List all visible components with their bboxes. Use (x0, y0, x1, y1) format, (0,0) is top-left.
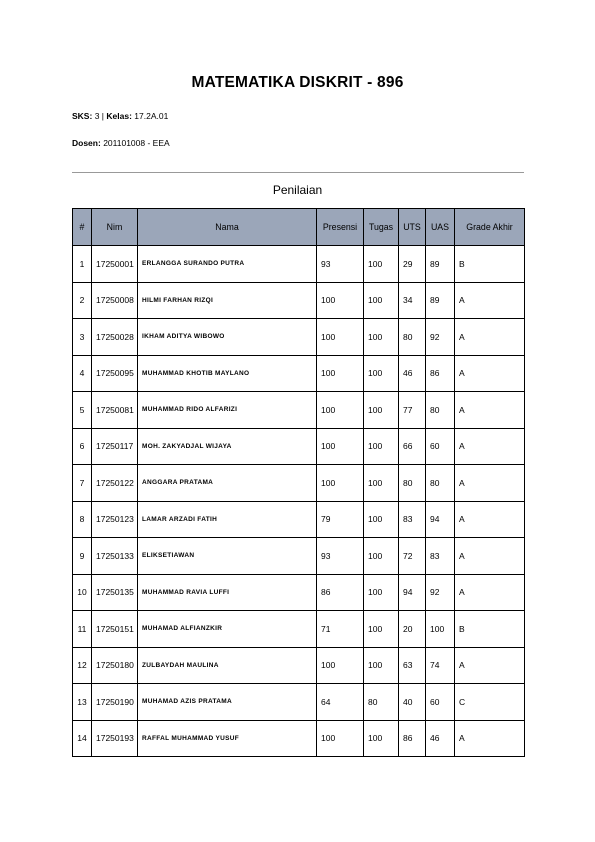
row-number: 9 (73, 538, 92, 575)
uts-score: 63 (399, 647, 426, 684)
presensi-score: 79 (317, 501, 364, 538)
column-header: Presensi (317, 209, 364, 246)
student-nim: 17250095 (92, 355, 138, 392)
tugas-score: 100 (364, 501, 399, 538)
tugas-score: 100 (364, 319, 399, 356)
row-number: 10 (73, 574, 92, 611)
presensi-score: 64 (317, 684, 364, 721)
student-name: LAMAR ARZADI FATIH (138, 501, 317, 538)
final-grade: A (455, 574, 525, 611)
table-row (73, 684, 525, 721)
table-row (73, 501, 525, 538)
row-number: 4 (73, 355, 92, 392)
presensi-score: 100 (317, 647, 364, 684)
student-nim: 17250028 (92, 319, 138, 356)
student-name: MOH. ZAKYADJAL WIJAYA (138, 428, 317, 465)
student-name: MUHAMMAD RAVIA LUFFI (138, 574, 317, 611)
course-info-line (72, 111, 168, 121)
lecturer-info-line (72, 138, 170, 148)
row-number: 12 (73, 647, 92, 684)
uas-score: 89 (426, 282, 455, 319)
table-header-row (73, 209, 525, 246)
column-header: Nama (138, 209, 317, 246)
uts-score: 40 (399, 684, 426, 721)
uas-score: 74 (426, 647, 455, 684)
tugas-score: 100 (364, 465, 399, 502)
presensi-score: 86 (317, 574, 364, 611)
student-nim: 17250008 (92, 282, 138, 319)
table-row (73, 392, 525, 429)
final-grade: B (455, 246, 525, 283)
table-row (73, 611, 525, 648)
uas-score: 86 (426, 355, 455, 392)
student-name: ZULBAYDAH MAULINA (138, 647, 317, 684)
uts-score: 80 (399, 465, 426, 502)
final-grade: A (455, 319, 525, 356)
student-nim: 17250081 (92, 392, 138, 429)
uts-score: 80 (399, 319, 426, 356)
final-grade: C (455, 684, 525, 721)
row-number: 5 (73, 392, 92, 429)
table-row (73, 428, 525, 465)
tugas-score: 100 (364, 647, 399, 684)
uas-score: 94 (426, 501, 455, 538)
student-nim: 17250122 (92, 465, 138, 502)
presensi-score: 100 (317, 282, 364, 319)
student-nim: 17250151 (92, 611, 138, 648)
uts-score: 72 (399, 538, 426, 575)
uas-score: 92 (426, 319, 455, 356)
uas-score: 100 (426, 611, 455, 648)
uas-score: 46 (426, 720, 455, 757)
uts-score: 34 (399, 282, 426, 319)
student-name: ELIKSETIAWAN (138, 538, 317, 575)
student-name: RAFFAL MUHAMMAD YUSUF (138, 720, 317, 757)
uts-score: 20 (399, 611, 426, 648)
student-nim: 17250001 (92, 246, 138, 283)
row-number: 11 (73, 611, 92, 648)
student-nim: 17250193 (92, 720, 138, 757)
final-grade: A (455, 465, 525, 502)
table-row (73, 282, 525, 319)
final-grade: B (455, 611, 525, 648)
row-number: 6 (73, 428, 92, 465)
table-body (73, 246, 525, 757)
table-row (73, 647, 525, 684)
separator: | (101, 111, 105, 121)
tugas-score: 100 (364, 355, 399, 392)
presensi-score: 100 (317, 319, 364, 356)
final-grade: A (455, 428, 525, 465)
uas-score: 80 (426, 392, 455, 429)
tugas-score: 100 (364, 538, 399, 575)
column-header: UTS (399, 209, 426, 246)
uts-score: 86 (399, 720, 426, 757)
presensi-score: 100 (317, 428, 364, 465)
uts-score: 83 (399, 501, 426, 538)
student-nim: 17250123 (92, 501, 138, 538)
final-grade: A (455, 538, 525, 575)
table-row (73, 355, 525, 392)
student-name: ERLANGGA SURANDO PUTRA (138, 246, 317, 283)
uas-score: 60 (426, 684, 455, 721)
dosen-label: Dosen: (72, 138, 101, 148)
row-number: 1 (73, 246, 92, 283)
presensi-score: 100 (317, 720, 364, 757)
final-grade: A (455, 647, 525, 684)
uas-score: 60 (426, 428, 455, 465)
kelas-label: Kelas: (106, 111, 132, 121)
presensi-score: 71 (317, 611, 364, 648)
presensi-score: 93 (317, 538, 364, 575)
uas-score: 89 (426, 246, 455, 283)
row-number: 2 (73, 282, 92, 319)
final-grade: A (455, 355, 525, 392)
divider (72, 172, 524, 173)
student-nim: 17250190 (92, 684, 138, 721)
column-header: Tugas (364, 209, 399, 246)
student-nim: 17250135 (92, 574, 138, 611)
presensi-score: 100 (317, 355, 364, 392)
student-name: MUHAMAD AZIS PRATAMA (138, 684, 317, 721)
uts-score: 94 (399, 574, 426, 611)
section-title: Penilaian (272, 183, 323, 197)
row-number: 3 (73, 319, 92, 356)
tugas-score: 100 (364, 282, 399, 319)
student-name: MUHAMMAD RIDO ALFARIZI (138, 392, 317, 429)
grades-table (72, 208, 525, 757)
final-grade: A (455, 282, 525, 319)
uts-score: 46 (399, 355, 426, 392)
uts-score: 77 (399, 392, 426, 429)
sks-label: SKS: (72, 111, 93, 121)
sks-value: 3 (94, 111, 100, 121)
tugas-score: 100 (364, 574, 399, 611)
student-name: MUHAMAD ALFIANZKIR (138, 611, 317, 648)
tugas-score: 100 (364, 611, 399, 648)
tugas-score: 100 (364, 720, 399, 757)
uts-score: 29 (399, 246, 426, 283)
presensi-score: 100 (317, 392, 364, 429)
uts-score: 66 (399, 428, 426, 465)
presensi-score: 100 (317, 465, 364, 502)
column-header: # (73, 209, 92, 246)
presensi-score: 93 (317, 246, 364, 283)
student-nim: 17250133 (92, 538, 138, 575)
table-row (73, 538, 525, 575)
kelas-value: 17.2A.01 (134, 111, 169, 121)
student-nim: 17250117 (92, 428, 138, 465)
table-row (73, 465, 525, 502)
student-nim: 17250180 (92, 647, 138, 684)
final-grade: A (455, 501, 525, 538)
uas-score: 92 (426, 574, 455, 611)
tugas-score: 100 (364, 428, 399, 465)
row-number: 8 (73, 501, 92, 538)
table-row (73, 246, 525, 283)
tugas-score: 80 (364, 684, 399, 721)
dosen-value: 201101008 - EEA (103, 138, 170, 148)
uas-score: 83 (426, 538, 455, 575)
column-header: Grade Akhir (455, 209, 525, 246)
column-header: UAS (426, 209, 455, 246)
student-name: MUHAMMAD KHOTIB MAYLANO (138, 355, 317, 392)
page-title: MATEMATIKA DISKRIT - 896 (191, 74, 404, 91)
student-name: IKHAM ADITYA WIBOWO (138, 319, 317, 356)
column-header: Nim (92, 209, 138, 246)
row-number: 13 (73, 684, 92, 721)
final-grade: A (455, 720, 525, 757)
uas-score: 80 (426, 465, 455, 502)
table-row (73, 319, 525, 356)
tugas-score: 100 (364, 392, 399, 429)
table-row (73, 720, 525, 757)
row-number: 14 (73, 720, 92, 757)
student-name: ANGGARA PRATAMA (138, 465, 317, 502)
table-row (73, 574, 525, 611)
final-grade: A (455, 392, 525, 429)
row-number: 7 (73, 465, 92, 502)
student-name: HILMI FARHAN RIZQI (138, 282, 317, 319)
tugas-score: 100 (364, 246, 399, 283)
